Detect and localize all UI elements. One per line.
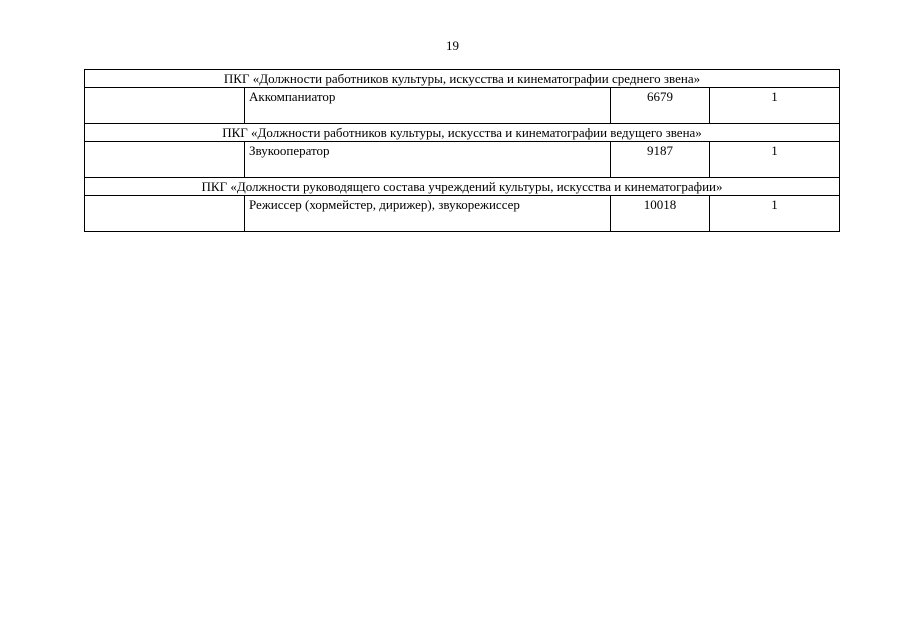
- count-cell: 1: [710, 88, 840, 124]
- position-cell: Звукооператор: [245, 142, 611, 178]
- position-cell: Режиссер (хормейстер, дирижер), звукорежиссер: [245, 196, 611, 232]
- group-header: ПКГ «Должности работников культуры, искусства и кинематографии ведущего звена»: [85, 124, 840, 142]
- group-header: ПКГ «Должности работников культуры, искусства и кинематографии среднего звена»: [85, 70, 840, 88]
- group-header-row: [85, 70, 840, 88]
- salary-cell: 9187: [611, 142, 710, 178]
- table-row: [85, 196, 840, 232]
- code-cell: [85, 88, 245, 124]
- table-row: [85, 142, 840, 178]
- group-header-row: [85, 178, 840, 196]
- code-cell: [85, 196, 245, 232]
- table-row: [85, 88, 840, 124]
- page-number: 19: [446, 38, 459, 53]
- count-cell: 1: [710, 196, 840, 232]
- code-cell: [85, 142, 245, 178]
- salary-cell: 10018: [611, 196, 710, 232]
- group-header-row: [85, 124, 840, 142]
- staff-table: [84, 69, 840, 232]
- count-cell: 1: [710, 142, 840, 178]
- group-header: ПКГ «Должности руководящего состава учреждений культуры, искусства и кинематографии»: [85, 178, 840, 196]
- position-cell: Аккомпаниатор: [245, 88, 611, 124]
- salary-cell: 6679: [611, 88, 710, 124]
